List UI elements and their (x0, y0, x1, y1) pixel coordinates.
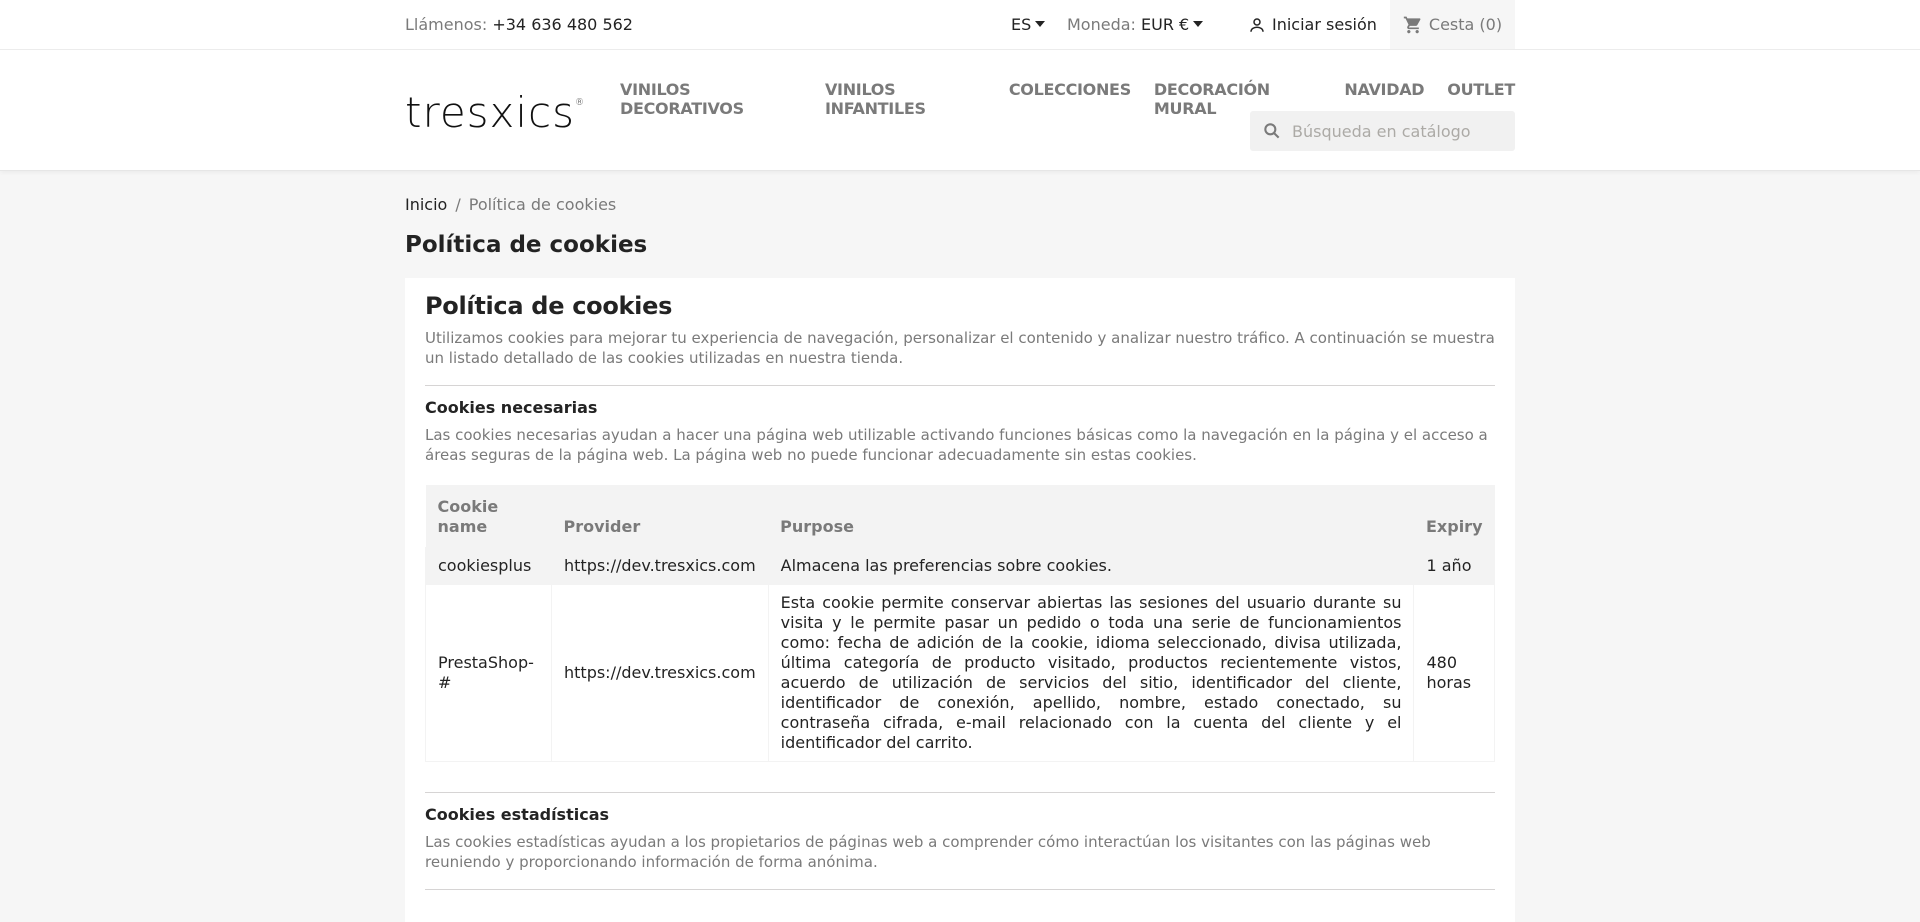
page-title: Política de cookies (405, 232, 648, 258)
main-content (405, 195, 1515, 922)
expiry-cell: 1 año (1414, 548, 1495, 585)
statistics-cookies-title: Cookies estadísticas (425, 805, 610, 824)
site-header (0, 50, 1920, 171)
shopping-cart-icon (1403, 15, 1423, 35)
divider (425, 385, 1495, 386)
signin-label: Iniciar sesión (1272, 15, 1377, 34)
currency-selector[interactable] (1067, 15, 1203, 34)
nav-item-colecciones[interactable]: COLECCIONES (1008, 80, 1131, 99)
cookie-name-cell: PrestaShop-# (426, 585, 552, 762)
logo-text: tresxics (405, 88, 576, 137)
divider (425, 889, 1495, 890)
table-row (426, 585, 1495, 762)
breadcrumb-home[interactable]: Inicio (405, 195, 448, 214)
signin-link[interactable] (1248, 15, 1377, 34)
cart-button[interactable] (1390, 0, 1515, 49)
contact-info (405, 15, 633, 34)
currency-label: Moneda: (1067, 15, 1136, 34)
phone-number[interactable]: +34 636 480 562 (492, 15, 633, 34)
site-logo[interactable] (405, 88, 585, 137)
caret-down-icon (1193, 21, 1203, 27)
intro-text: Utilizamos cookies para mejorar tu experiencia de navegación, personalizar el contenido y analizar nuestro tráfico. A continuación se muestra un listado detallado de las cookies utilizadas en nuestra tienda. (425, 329, 1495, 367)
top-bar (0, 0, 1920, 50)
search-icon[interactable] (1262, 121, 1282, 141)
breadcrumb-current: Política de cookies (468, 195, 617, 214)
call-label: Llámenos: (405, 15, 488, 34)
cart-label: Cesta (0) (1428, 15, 1503, 34)
language-selector[interactable] (1011, 15, 1045, 34)
divider (425, 792, 1495, 793)
statistics-cookies-description: Las cookies estadísticas ayudan a los propietarios de páginas web a comprender cómo interactúan los visitantes con las páginas web reuniendo y proporcionando información de forma anónima. (425, 833, 1431, 871)
content-title: Política de cookies (425, 292, 673, 320)
purpose-cell: Almacena las preferencias sobre cookies. (768, 548, 1414, 585)
table-row (426, 548, 1495, 585)
search-box (1250, 111, 1515, 151)
nav-item-outlet[interactable]: OUTLET (1447, 80, 1516, 99)
column-expiry: Expiry (1414, 485, 1495, 548)
logo-mark: ® (575, 98, 586, 108)
column-cookie-name: Cookie name (426, 485, 552, 548)
nav-item-vinilos-decorativos[interactable]: VINILOS DECORATIVOS (620, 80, 744, 118)
caret-down-icon (1035, 21, 1045, 27)
necessary-cookies-table (425, 485, 1495, 762)
currency-value: EUR € (1141, 15, 1190, 34)
purpose-cell: Esta cookie permite conservar abiertas las sesiones del usuario durante su visita y le permite pasar un pedido o toda una serie de funcionamientos como: fecha de adición de la cookie, idioma seleccionado, divisa utilizada, última categoría de producto visitado, productos recientemente vistos, acuerdo de utilización de servicios del sitio, identificador del cliente, identificador de conexión, apellido, nombre, estado conectado, su contraseña cifrada, e-mail relacionado con la cuenta del cliente y el identificador del carrito. (768, 585, 1414, 762)
table-header-row (426, 485, 1495, 548)
breadcrumb (405, 195, 1515, 214)
column-provider: Provider (552, 485, 769, 548)
necessary-cookies-title: Cookies necesarias (425, 398, 598, 417)
nav-item-decoracion-mural[interactable]: DECORACIÓN MURAL (1153, 80, 1270, 118)
user-icon (1248, 16, 1266, 34)
necessary-cookies-description: Las cookies necesarias ayudan a hacer una página web utilizable activando funciones básicas como la navegación en la página y el acceso a áreas seguras de la página web. La página web no puede funcionar adecuadamente sin estas cookies. (425, 426, 1488, 464)
cookie-policy-card (405, 278, 1515, 922)
nav-item-vinilos-infantiles[interactable]: VINILOS INFANTILES (824, 80, 926, 118)
nav-item-navidad[interactable]: NAVIDAD (1344, 80, 1425, 99)
expiry-cell: 480 horas (1414, 585, 1495, 762)
provider-cell: https://dev.tresxics.com (552, 585, 769, 762)
breadcrumb-separator: / (455, 195, 461, 214)
column-purpose: Purpose (768, 485, 1414, 548)
language-value: ES (1011, 15, 1032, 34)
search-input[interactable] (1290, 121, 1504, 142)
provider-cell: https://dev.tresxics.com (552, 548, 769, 585)
cookie-name-cell: cookiesplus (426, 548, 552, 585)
